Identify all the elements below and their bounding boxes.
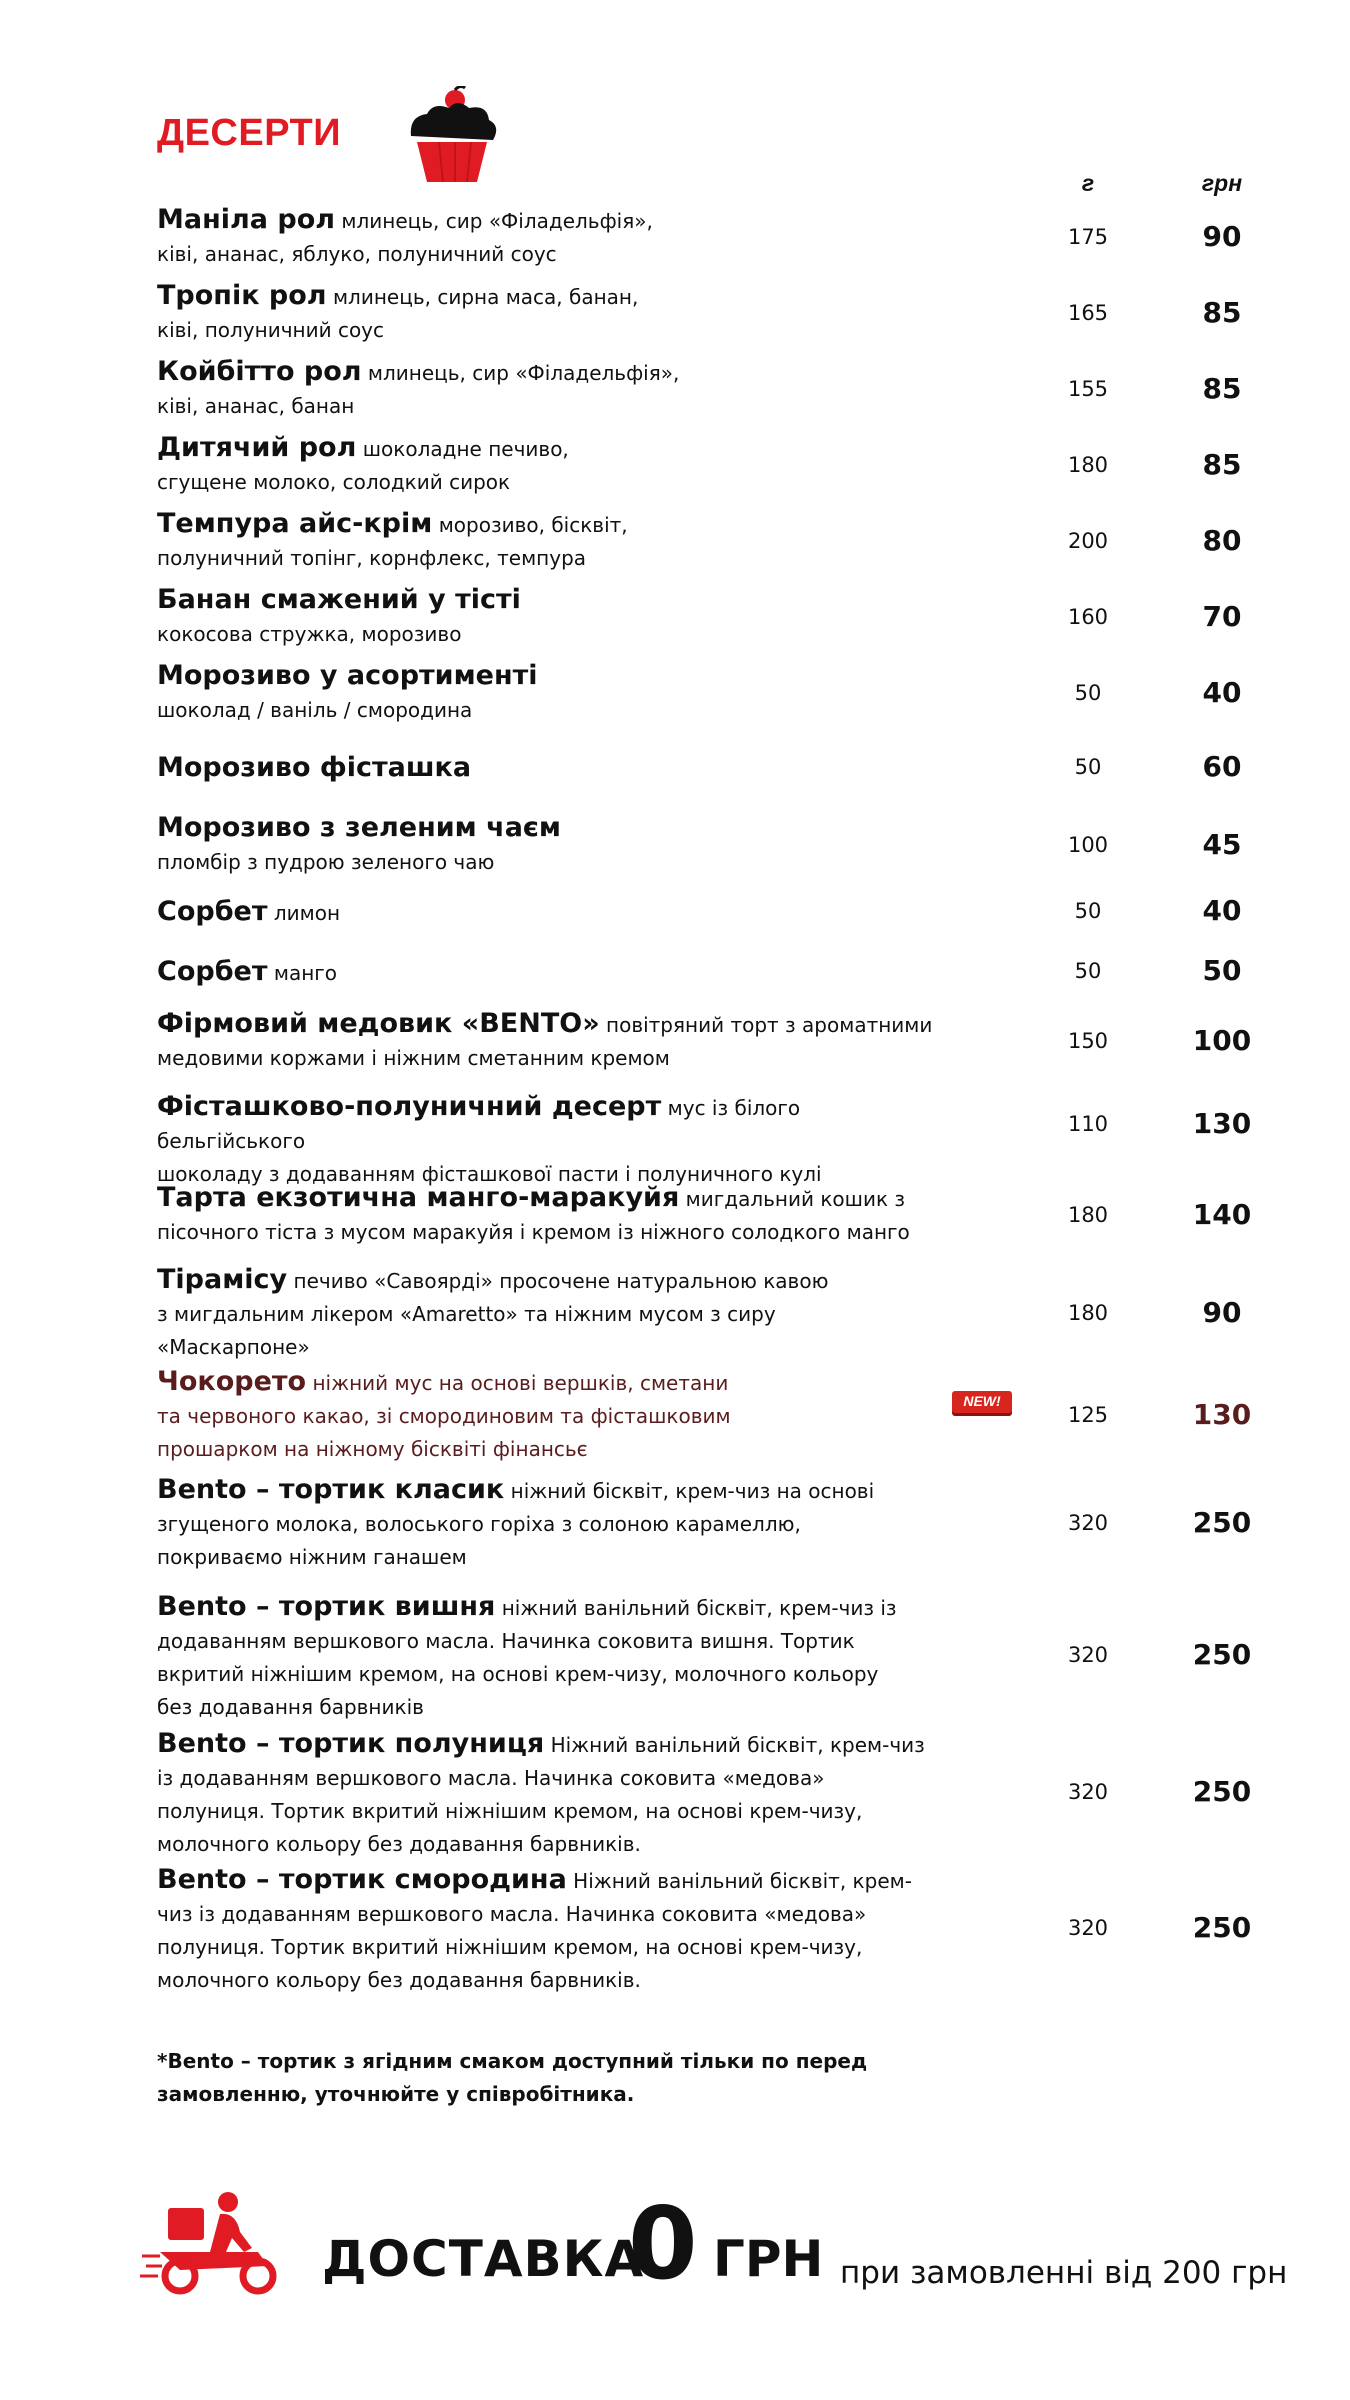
menu-item bbox=[157, 1181, 1257, 1249]
item-weight: 165 bbox=[1067, 301, 1109, 325]
item-price: 130 bbox=[1192, 1107, 1252, 1140]
item-description: та червоного какао, зі смородиновим та фісташковим bbox=[157, 1404, 731, 1428]
item-description: згущеного молока, волоського горіха з солоною карамеллю, bbox=[157, 1512, 801, 1536]
menu-item bbox=[157, 279, 1257, 347]
item-description: повітряний торт з ароматними bbox=[606, 1013, 933, 1037]
page-title: ДЕСЕРТИ bbox=[157, 112, 342, 154]
footnote-line: *Bento – тортик з ягідним смаком доступний тільки по перед bbox=[157, 2049, 868, 2073]
item-name: Сорбет bbox=[157, 896, 268, 927]
item-name: Банан смажений у тісті bbox=[157, 584, 521, 615]
new-badge-label: NEW! bbox=[963, 1393, 1001, 1409]
item-description: медовими коржами і ніжним сметанним кремом bbox=[157, 1046, 670, 1070]
delivery-amount: 0 bbox=[628, 2185, 698, 2302]
item-price: 80 bbox=[1202, 524, 1242, 557]
menu-item bbox=[157, 1590, 1257, 1724]
item-name: Темпура айс-крім bbox=[157, 508, 433, 539]
item-name: Bento – тортик смородина bbox=[157, 1864, 567, 1895]
item-price: 90 bbox=[1202, 220, 1242, 253]
item-weight: 175 bbox=[1067, 225, 1109, 249]
item-weight: 110 bbox=[1067, 1112, 1109, 1136]
item-price: 50 bbox=[1202, 954, 1242, 987]
menu-item bbox=[157, 431, 1257, 499]
item-price: 250 bbox=[1192, 1911, 1252, 1944]
item-weight: 50 bbox=[1074, 681, 1102, 705]
item-name: Фірмовий медовик «BENTO» bbox=[157, 1008, 600, 1039]
item-price: 70 bbox=[1202, 600, 1242, 633]
item-description: мигдальний кошик з bbox=[685, 1187, 906, 1211]
item-description: полуниця. Тортик вкритий ніжнішим кремом, на основі крем-чизу, bbox=[157, 1799, 863, 1823]
menu-item bbox=[157, 1727, 1257, 1861]
item-description: без додавання барвників bbox=[157, 1695, 424, 1719]
item-description: чиз із додаванням вершкового масла. Начинка соковита «медова» bbox=[157, 1902, 867, 1926]
item-description: ніжний ванільний бісквіт, крем-чиз із bbox=[501, 1596, 897, 1620]
item-weight: 320 bbox=[1067, 1780, 1109, 1804]
item-description: мус із білого бельгійського bbox=[157, 1096, 801, 1153]
item-description: вкритий ніжнішим кремом, на основі крем-чизу, молочного кольору bbox=[157, 1662, 879, 1686]
item-weight: 155 bbox=[1067, 377, 1109, 401]
item-price: 45 bbox=[1202, 828, 1242, 861]
item-weight: 50 bbox=[1074, 755, 1102, 779]
item-weight: 320 bbox=[1067, 1916, 1109, 1940]
weight-column-header: г bbox=[1081, 170, 1095, 196]
item-weight: 320 bbox=[1067, 1511, 1109, 1535]
item-price: 85 bbox=[1202, 448, 1242, 481]
menu-item bbox=[157, 1090, 1257, 1191]
item-name: Сорбет bbox=[157, 956, 268, 987]
footnote-line: замовленню, уточнюйте у співробітника. bbox=[157, 2082, 635, 2106]
item-description: ніжний бісквіт, крем-чиз на основі bbox=[510, 1479, 875, 1503]
item-description: шоколадне печиво, bbox=[362, 437, 569, 461]
item-weight: 50 bbox=[1074, 959, 1102, 983]
menu-item-new bbox=[157, 1365, 1257, 1466]
delivery-currency: ГРН bbox=[713, 2230, 824, 2288]
item-weight: 100 bbox=[1067, 833, 1109, 857]
item-description: пломбір з пудрою зеленого чаю bbox=[157, 850, 495, 874]
item-name: Тропік рол bbox=[157, 280, 327, 311]
item-description: млинець, сир «Філадельфія», bbox=[341, 209, 653, 233]
item-weight: 150 bbox=[1067, 1029, 1109, 1053]
item-price: 250 bbox=[1192, 1775, 1252, 1808]
item-weight: 50 bbox=[1074, 899, 1102, 923]
item-weight: 160 bbox=[1067, 605, 1109, 629]
item-description: додаванням вершкового масла. Начинка соковита вишня. Тортик bbox=[157, 1629, 855, 1653]
item-price: 140 bbox=[1192, 1198, 1252, 1231]
item-weight: 180 bbox=[1067, 1203, 1109, 1227]
menu-item bbox=[157, 1863, 1257, 1997]
item-description: кокосова стружка, морозиво bbox=[157, 622, 462, 646]
delivery-condition: при замовленні від 200 грн bbox=[840, 2255, 1288, 2291]
item-description: Ніжний ванільний бісквіт, крем- bbox=[573, 1869, 912, 1893]
item-description: печиво «Савоярді» просочене натуральною кавою bbox=[293, 1269, 829, 1293]
menu-item bbox=[157, 583, 1257, 651]
delivery-scooter-icon bbox=[140, 2190, 285, 2300]
item-description: молочного кольору без додавання барвників. bbox=[157, 1832, 641, 1856]
item-description: з мигдальним лікером «Amaretto» та ніжним мусом з сиру bbox=[157, 1302, 776, 1326]
item-name: Койбітто рол bbox=[157, 356, 362, 387]
item-weight: 320 bbox=[1067, 1643, 1109, 1667]
item-description: молочного кольору без додавання барвників. bbox=[157, 1968, 641, 1992]
item-description: ківі, полуничний соус bbox=[157, 318, 385, 342]
item-description: ніжний мус на основі вершків, сметани bbox=[312, 1371, 729, 1395]
menu-item bbox=[157, 811, 1257, 879]
menu-item bbox=[157, 1263, 1257, 1364]
new-badge bbox=[952, 1388, 1012, 1418]
menu-item bbox=[157, 751, 1257, 786]
item-name: Bento – тортик вишня bbox=[157, 1591, 496, 1622]
item-description: полуниця. Тортик вкритий ніжнішим кремом, на основі крем-чизу, bbox=[157, 1935, 863, 1959]
item-price: 100 bbox=[1192, 1024, 1252, 1057]
item-weight: 125 bbox=[1067, 1403, 1109, 1427]
item-description: покриваємо ніжним ганашем bbox=[157, 1545, 467, 1569]
menu-item bbox=[157, 659, 1257, 727]
item-description: ківі, ананас, яблуко, полуничний соус bbox=[157, 242, 557, 266]
delivery-label: ДОСТАВКА bbox=[322, 2230, 645, 2288]
item-price: 250 bbox=[1192, 1506, 1252, 1539]
item-description: шоколаду з додаванням фісташкової пасти і полуничного кулі bbox=[157, 1162, 822, 1186]
menu-item bbox=[157, 895, 1257, 930]
item-description: морозиво, бісквіт, bbox=[438, 513, 628, 537]
item-name: Чокорето bbox=[157, 1366, 307, 1397]
item-name: Морозиво у асортименті bbox=[157, 660, 538, 691]
item-description: «Маскарпоне» bbox=[157, 1335, 310, 1359]
item-weight: 180 bbox=[1067, 1301, 1109, 1325]
item-price: 40 bbox=[1202, 894, 1242, 927]
item-description: із додаванням вершкового масла. Начинка соковита «медова» bbox=[157, 1766, 825, 1790]
item-name: Морозиво з зеленим чаєм bbox=[157, 812, 561, 843]
footnote bbox=[157, 2045, 957, 2111]
item-name: Тірамісу bbox=[157, 1264, 288, 1295]
cupcake-icon bbox=[405, 86, 500, 186]
item-description: манго bbox=[273, 961, 338, 985]
menu-item bbox=[157, 507, 1257, 575]
item-price: 40 bbox=[1202, 676, 1242, 709]
item-description: млинець, сир «Філадельфія», bbox=[367, 361, 680, 385]
menu-item bbox=[157, 203, 1257, 271]
item-name: Тарта екзотична манго-маракуйя bbox=[157, 1182, 680, 1213]
item-description: сгущене молоко, солодкий сирок bbox=[157, 470, 511, 494]
item-price: 85 bbox=[1202, 372, 1242, 405]
item-description: пісочного тіста з мусом маракуйя і кремом із ніжного солодкого манго bbox=[157, 1220, 910, 1244]
item-name: Маніла рол bbox=[157, 204, 336, 235]
item-name: Bento – тортик полуниця bbox=[157, 1728, 545, 1759]
item-name: Дитячий рол bbox=[157, 432, 357, 463]
item-price: 85 bbox=[1202, 296, 1242, 329]
item-description: лимон bbox=[273, 901, 341, 925]
item-weight: 180 bbox=[1067, 453, 1109, 477]
item-price: 250 bbox=[1192, 1638, 1252, 1671]
item-description: полуничний топінг, корнфлекс, темпура bbox=[157, 546, 587, 570]
item-description: млинець, сирна маса, банан, bbox=[332, 285, 639, 309]
item-name: Bento – тортик класик bbox=[157, 1474, 505, 1505]
menu-item bbox=[157, 1473, 1257, 1574]
item-description: прошарком на ніжному бісквіті фінансьє bbox=[157, 1437, 588, 1461]
item-price: 130 bbox=[1192, 1398, 1252, 1431]
item-price: 90 bbox=[1202, 1296, 1242, 1329]
item-price: 60 bbox=[1202, 750, 1242, 783]
menu-item bbox=[157, 955, 1257, 990]
item-weight: 200 bbox=[1067, 529, 1109, 553]
menu-item bbox=[157, 1007, 1257, 1075]
price-column-header: грн bbox=[1201, 170, 1243, 196]
item-description: шоколад / ваніль / смородина bbox=[157, 698, 473, 722]
menu-item bbox=[157, 355, 1257, 423]
item-name: Морозиво фісташка bbox=[157, 752, 472, 783]
item-description: ківі, ананас, банан bbox=[157, 394, 355, 418]
item-name: Фісташково-полуничний десерт bbox=[157, 1091, 662, 1122]
item-description: Ніжний ванільний бісквіт, крем-чиз bbox=[550, 1733, 925, 1757]
